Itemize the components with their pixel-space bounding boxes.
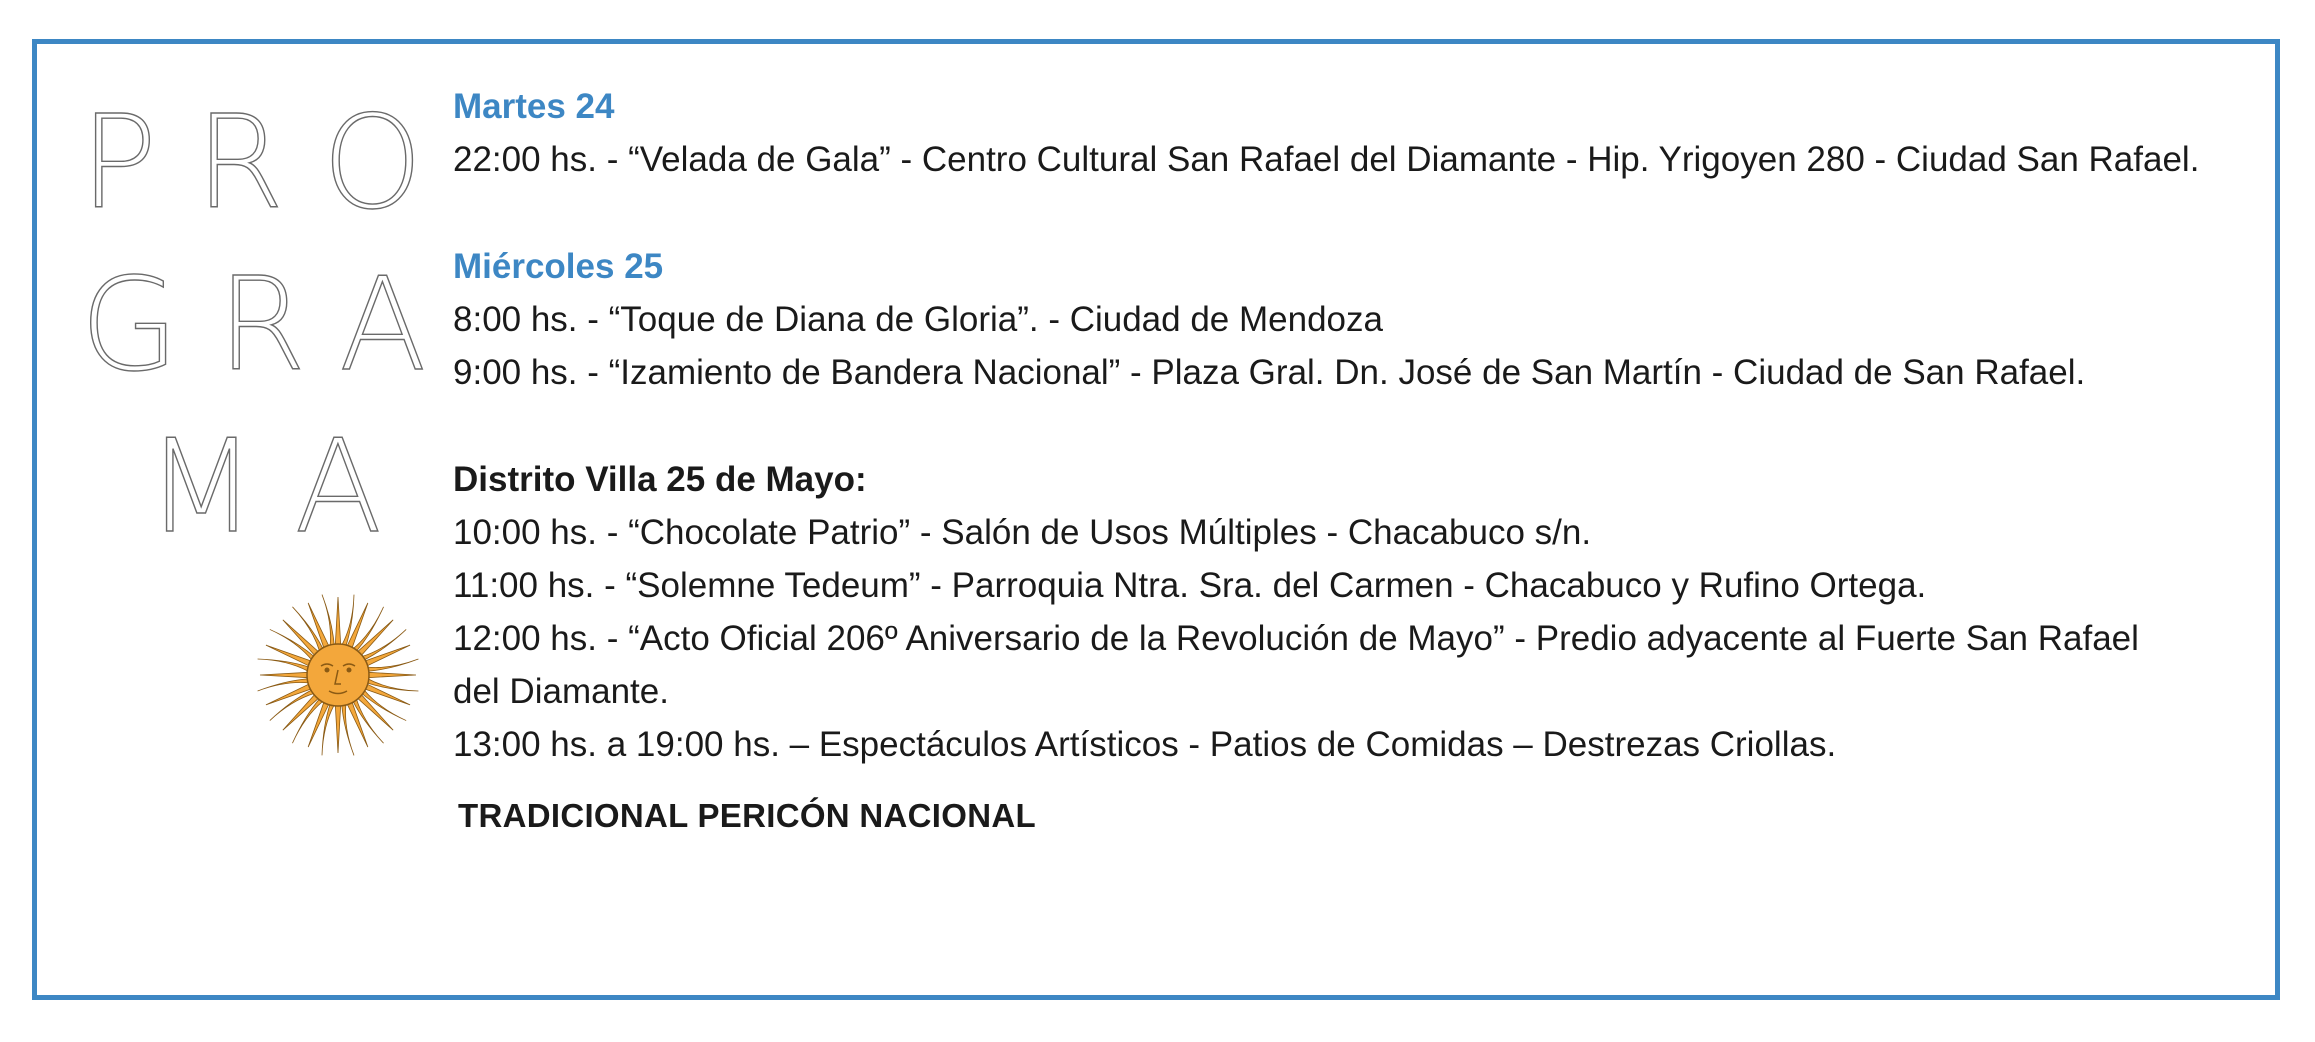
- event-line: 22:00 hs. - “Velada de Gala” - Centro Cultural San Rafael del Diamante - Hip. Yrigoyen 280 - Ciudad San Rafael.: [453, 140, 2200, 179]
- sun-ray: [283, 694, 319, 730]
- programa-heading-line-3: MA: [146, 413, 420, 562]
- sun-face: [307, 644, 369, 706]
- sun-face-detail: [325, 668, 330, 673]
- sun-face-detail: [347, 668, 352, 673]
- day-heading-miercoles: Miércoles 25: [453, 247, 664, 286]
- program-content: [453, 80, 2253, 842]
- programa-heading-line-2: GRA: [80, 251, 465, 400]
- sun-ray: [335, 705, 340, 753]
- event-line: 9:00 hs. - “Izamiento de Bandera Nacional” - Plaza Gral. Dn. José de San Martín - Ciudad de San Rafael.: [453, 353, 2086, 392]
- event-line: 11:00 hs. - “Solemne Tedeum” - Parroquia Ntra. Sra. del Carmen - Chacabuco y Rufino Ortega.: [453, 566, 1927, 605]
- section-gap: [453, 186, 2253, 240]
- programa-heading-line-1: PRO: [80, 89, 461, 238]
- section-gap: [453, 399, 2253, 453]
- sun-ray: [283, 620, 319, 656]
- day-heading-martes: Martes 24: [453, 87, 615, 126]
- closing-title: TRADICIONAL PERICÓN NACIONAL: [458, 797, 1036, 834]
- district-heading: Distrito Villa 25 de Mayo:: [453, 460, 867, 499]
- sun-ray: [368, 672, 416, 677]
- sun-ray: [357, 694, 393, 730]
- event-line: 10:00 hs. - “Chocolate Patrio” - Salón de Usos Múltiples - Chacabuco s/n.: [453, 513, 1592, 552]
- sun-ray: [260, 672, 308, 677]
- event-line: 13:00 hs. a 19:00 hs. – Espectáculos Artísticos - Patios de Comidas – Destrezas Criollas.: [453, 725, 1837, 764]
- programa-heading: [80, 89, 465, 562]
- sun-ray: [357, 620, 393, 656]
- event-line: 8:00 hs. - “Toque de Diana de Gloria”. - Ciudad de Mendoza: [453, 300, 1383, 339]
- sun-ray: [335, 597, 340, 645]
- event-line: 12:00 hs. - “Acto Oficial 206º Aniversario de la Revolución de Mayo” - Predio adyacente al Fuerte San Rafael: [453, 619, 2139, 658]
- sol-de-mayo-icon: [253, 590, 423, 760]
- event-line: del Diamante.: [453, 672, 669, 711]
